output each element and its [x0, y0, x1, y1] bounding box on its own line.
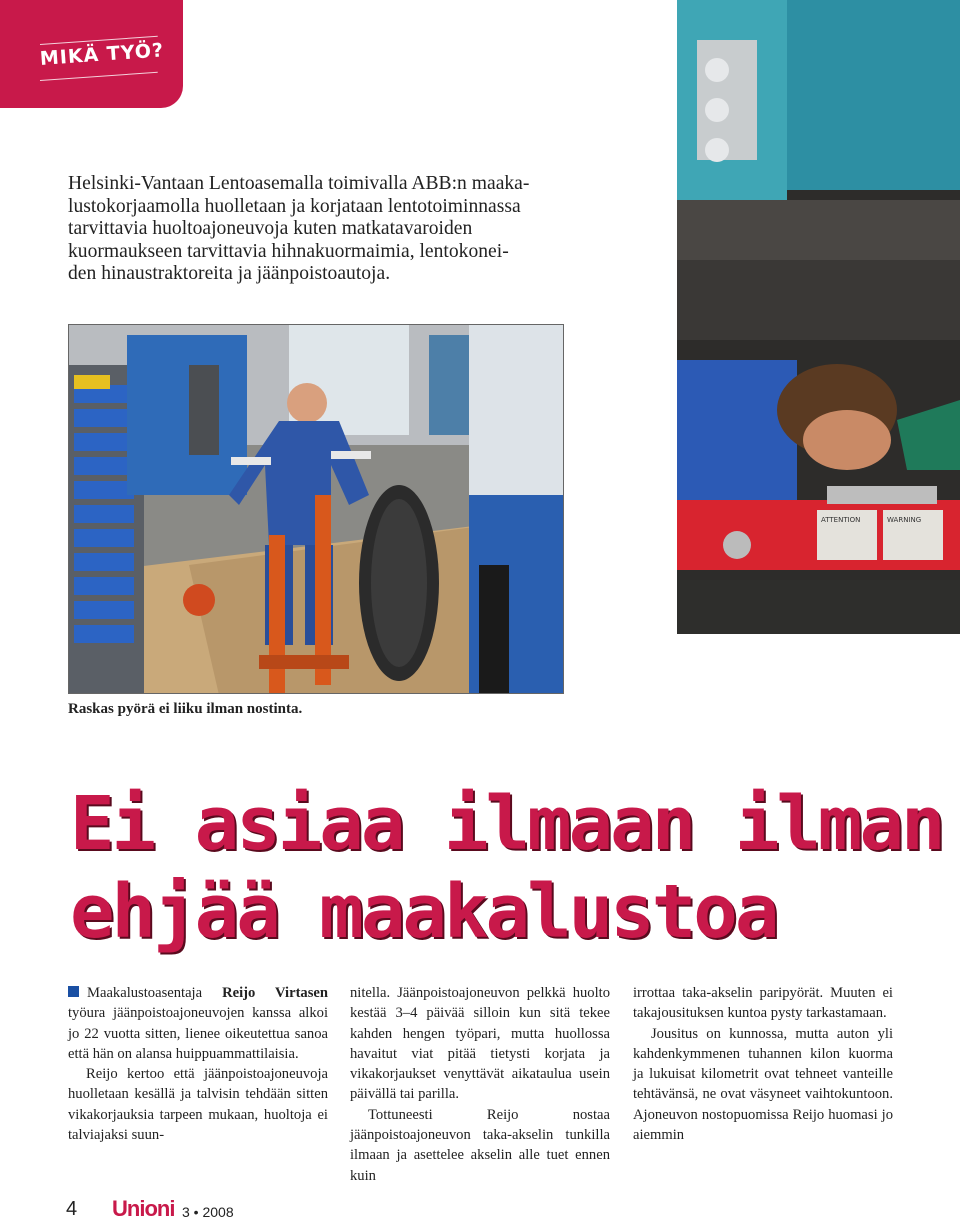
issue-number: 3 • 2008 — [182, 1204, 234, 1220]
body-column-3 — [633, 983, 893, 1145]
photo-undercarriage-illustration — [677, 0, 960, 634]
body-text: Maakalustoasentaja — [87, 985, 223, 1001]
body-paragraph: Tottuneesti Reijo nostaa jäänpoistoajoneuvon taka-akselin tunkilla ilmaan ja asettelee akselin alle tuet ennen kuin — [350, 1106, 610, 1184]
body-column-1 — [68, 983, 328, 1145]
lead-line: kuormaukseen tarvittavia hihnakuormaimia, lentokonei- — [68, 240, 509, 262]
body-paragraph: irrottaa taka-akselin paripyörät. Muuten ei takajousituksen kuntoa pysty tarkastamaan. — [633, 985, 893, 1022]
body-paragraph: Jousitus on kunnossa, mutta auton yli kahdenkymmenen tuhannen kilon kuorma ja lukuisat kilometrit ovat tehneet vanteille tehtävänsä, ne ovat väsyneet vaihtokuntoon. Ajoneuvon nostopuomissa Reijo huomasi jo aiemmin — [633, 1025, 893, 1144]
body-paragraph: nitella. Jäänpoistoajoneuvon pelkkä huolto kestää 3–4 päivää silloin kun sitä tekee kahden hengen työpari, mutta huollossa havaitut viat pitää tietysti korjata ja vikakorjaukset venyttävät aikataulua usein päivällä tai parilla. — [350, 985, 610, 1103]
photo-caption: Raskas pyörä ei liiku ilman nostinta. — [68, 701, 303, 717]
photo-workshop-wheel — [68, 324, 564, 694]
headline — [70, 780, 943, 956]
magazine-logo: Unioni — [112, 1196, 175, 1221]
tab-rule-bottom — [40, 72, 158, 81]
lead-line: lustokorjaamolla huolletaan ja korjataan lentotoiminnassa — [68, 195, 521, 217]
sign-text-attention: ATTENTION — [821, 516, 861, 524]
person-name: Reijo Virtasen — [222, 985, 328, 1001]
headline-line-2: ehjää maakalustoa — [70, 869, 777, 955]
body-paragraph: Reijo kertoo että jäänpoistoajoneuvoja huolletaan kesällä ja talvisin tehdään sitten vikakorjauksia tarpeen mukaan, huoltoja ei talviajaksi suun- — [68, 1066, 328, 1144]
lead-line: Helsinki-Vantaan Lentoasemalla toimivalla ABB:n maaka- — [68, 173, 530, 194]
body-paragraph — [68, 983, 328, 1064]
body-text: työura jäänpoistoajoneuvojen kanssa alkoi jo 22 vuotta sitten, lienee oikeutettua sanoa että hän on alansa huippuammattilaisia. — [68, 1005, 328, 1062]
page-number: 4 — [66, 1198, 78, 1220]
lead-line: den hinaustraktoreita ja jäänpoistoautoja. — [68, 263, 391, 284]
sign-text-warning: WARNING — [887, 516, 922, 524]
photo-undercarriage — [677, 0, 960, 634]
lead-line: tarvittavia huoltoajoneuvoja kuten matkatavaroiden — [68, 218, 473, 239]
section-tab-label: MIKÄ TYÖ? — [39, 39, 165, 70]
photo-workshop-illustration — [69, 325, 564, 694]
section-tab — [0, 0, 183, 108]
body-column-2 — [350, 983, 610, 1186]
lead-paragraph — [68, 173, 568, 286]
headline-line-1: Ei asiaa ilmaan ilman — [70, 781, 943, 867]
bullet-square-icon — [68, 986, 79, 997]
